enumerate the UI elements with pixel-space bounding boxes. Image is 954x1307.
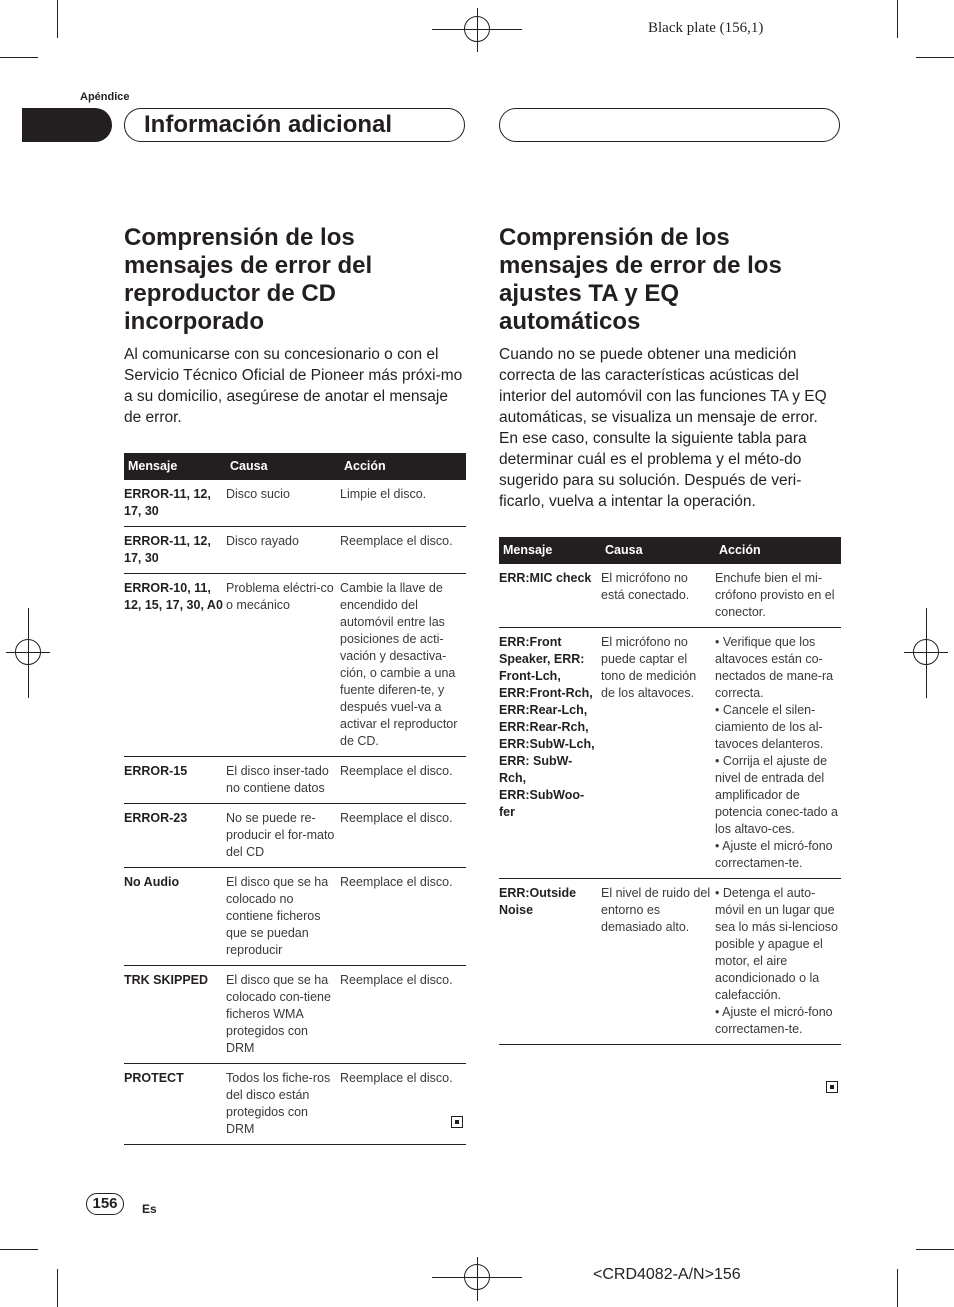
title-line: Comprensión de los [124, 224, 355, 251]
page-title: Información adicional [144, 111, 393, 138]
table-row [124, 574, 466, 757]
crop-mark [897, 1269, 898, 1307]
chapter-tab [22, 108, 112, 142]
error-message: ERR:MIC check [499, 564, 601, 628]
error-action: Reemplace el disco. [340, 527, 466, 574]
crop-mark [916, 57, 954, 58]
table-row [499, 628, 841, 879]
crop-mark [57, 0, 58, 38]
error-message: ERROR-15 [124, 757, 226, 804]
title-line: mensajes de error de los [499, 252, 782, 279]
table-row [499, 879, 841, 1045]
error-action: Reemplace el disco. [340, 1064, 466, 1145]
table-row [499, 564, 841, 628]
crop-mark [57, 1269, 58, 1307]
crop-mark [916, 1249, 954, 1250]
error-cause: No se puede re-producir el for-mato del CD [226, 804, 340, 868]
error-action: Cambie la llave de encendido del automóvil entre las posiciones de acti-vación y desactiva-ción, o cambie a una fuente diferen-te, y después vuel-va a activar el reproductor de CD. [340, 574, 466, 757]
column-header: Causa [226, 453, 340, 480]
end-mark-icon [451, 1116, 463, 1128]
error-action: Reemplace el disco. [340, 804, 466, 868]
intro-paragraph: Al comunicarse con su concesionario o con el Servicio Técnico Oficial de Pioneer más próxi-mo a su domicilio, asegúrese de anotar el mensaje de error. [124, 346, 463, 426]
plate-label: Black plate (156,1) [648, 20, 764, 36]
table-header-row [499, 537, 841, 564]
error-message: ERR:Outside Noise [499, 879, 601, 1045]
error-table-ta-eq [499, 537, 841, 1045]
error-table-cd [124, 453, 466, 1145]
error-message: PROTECT [124, 1064, 226, 1145]
error-cause: Disco sucio [226, 480, 340, 527]
title-line: ajustes TA y EQ [499, 280, 680, 307]
section-label: Apéndice [80, 91, 130, 103]
registration-circle [464, 16, 490, 42]
error-message: ERROR-23 [124, 804, 226, 868]
intro-paragraph: Cuando no se puede obtener una medición correcta de las características acústicas del interior del automóvil con las funciones TA y EQ automáticas, se visualiza un mensaje de error. En ese caso, consulte la siguiente tabla para determinar cuál es el problema y el méto-do sugerido para su solución. Después de veri-ficarlo, vuelva a intentar la operación. [499, 346, 827, 510]
end-mark-icon [826, 1081, 838, 1093]
column-header: Acción [340, 453, 466, 480]
title-line: mensajes de error del [124, 252, 373, 279]
table-row [124, 1064, 466, 1145]
page-number: 156 [86, 1193, 124, 1215]
error-action: Limpie el disco. [340, 480, 466, 527]
registration-circle [15, 639, 41, 665]
error-cause: El disco inser-tado no contiene datos [226, 757, 340, 804]
error-cause: El micrófono no está conectado. [601, 564, 715, 628]
title-line: reproductor de CD [124, 280, 337, 307]
registration-circle [464, 1264, 490, 1290]
error-message: ERROR-11, 12, 17, 30 [124, 480, 226, 527]
error-action: Reemplace el disco. [340, 757, 466, 804]
column-header: Mensaje [124, 453, 226, 480]
column-header: Mensaje [499, 537, 601, 564]
section-title-ta-eq [499, 224, 841, 336]
title-line: Comprensión de los [499, 224, 730, 251]
crop-mark [0, 1249, 38, 1250]
right-column [499, 224, 841, 1045]
document-code: <CRD4082-A/N>156 [593, 1266, 741, 1283]
table-row [124, 868, 466, 966]
column-header: Causa [601, 537, 715, 564]
left-column [124, 224, 466, 1145]
title-line: incorporado [124, 308, 265, 335]
error-message: No Audio [124, 868, 226, 966]
error-action: • Detenga el auto-móvil en un lugar que sea lo más si-lencioso posible y apague el motor, el aire acondicionado o la calefacción. • Ajuste el micró-fono correctamen-te. [715, 879, 841, 1045]
error-cause: Problema eléctri-co o mecánico [226, 574, 340, 757]
registration-circle [913, 639, 939, 665]
error-action: Enchufe bien el mi-crófono provisto en el conector. [715, 564, 841, 628]
table-row [124, 804, 466, 868]
crop-mark [897, 0, 898, 38]
section-title-cd [124, 224, 466, 336]
error-message: ERROR-10, 11, 12, 15, 17, 30, A0 [124, 574, 226, 757]
crop-mark [0, 57, 38, 58]
column-header: Acción [715, 537, 841, 564]
language-code: Es [142, 1202, 157, 1216]
header-frame-right [499, 108, 840, 142]
error-action: • Verifique que los altavoces están co-nectados de mane-ra correcta. • Cancele el silen-ciamiento de los al-tavoces delanteros. • Corrija el ajuste de nivel de entrada del amplificador de potencia conec-tado a los altavo-ces. • Ajuste el micró-fono correctamen-te. [715, 628, 841, 879]
error-action: Reemplace el disco. [340, 868, 466, 966]
error-cause: El disco que se ha colocado no contiene ficheros que se puedan reproducir [226, 868, 340, 966]
error-cause: El micrófono no puede captar el tono de medición de los altavoces. [601, 628, 715, 879]
table-row [124, 480, 466, 527]
error-cause: Disco rayado [226, 527, 340, 574]
error-cause: Todos los fiche-ros del disco están protegidos con DRM [226, 1064, 340, 1145]
error-cause: El disco que se ha colocado con-tiene ficheros WMA protegidos con DRM [226, 966, 340, 1064]
error-action: Reemplace el disco. [340, 966, 466, 1064]
error-message: TRK SKIPPED [124, 966, 226, 1064]
table-row [124, 757, 466, 804]
error-message: ERROR-11, 12, 17, 30 [124, 527, 226, 574]
error-cause: El nivel de ruido del entorno es demasiado alto. [601, 879, 715, 1045]
table-row [124, 966, 466, 1064]
table-row [124, 527, 466, 574]
table-header-row [124, 453, 466, 480]
error-message: ERR:Front Speaker, ERR: Front-Lch, ERR:Front-Rch, ERR:Rear-Lch, ERR:Rear-Rch, ERR:SubW-Lch, ERR: SubW-Rch, ERR:SubWoo-fer [499, 628, 601, 879]
title-line: automáticos [499, 308, 641, 335]
